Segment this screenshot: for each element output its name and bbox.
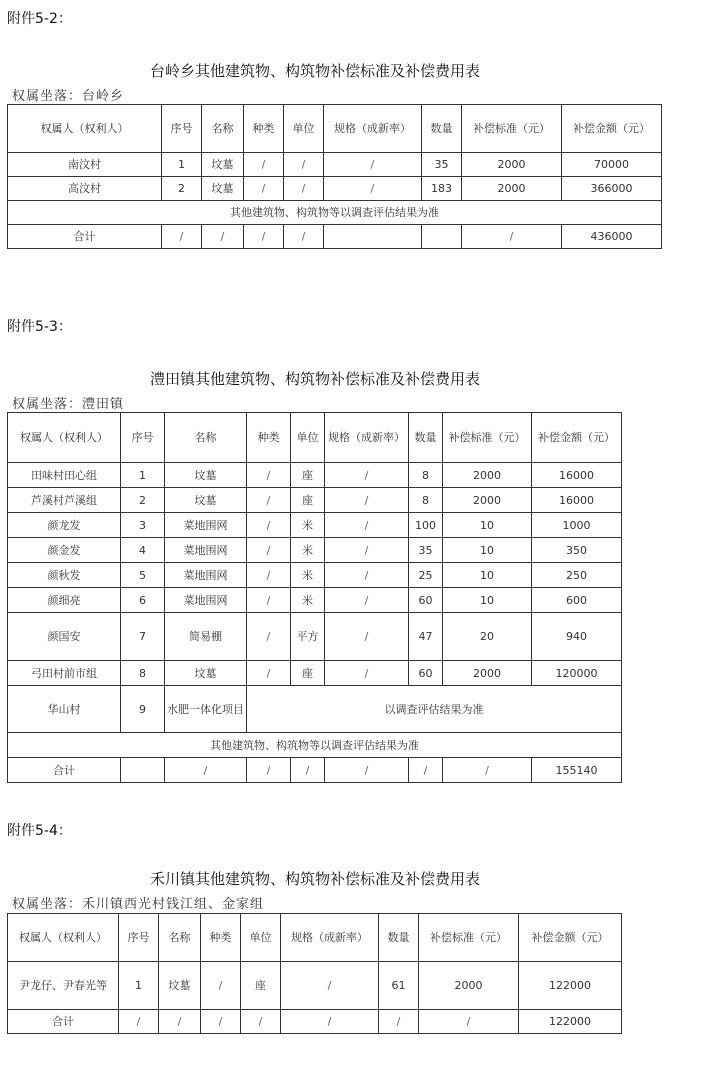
cell-seq: 7: [121, 613, 165, 661]
table-title: 澧田镇其他建筑物、构筑物补偿标准及补偿费用表: [149, 370, 480, 388]
cell-qty: 47: [409, 613, 443, 661]
cell-unit: 座: [291, 661, 325, 686]
total-cell: /: [201, 1010, 241, 1034]
total-cell: /: [443, 758, 532, 783]
cell-name: 菜地围网: [165, 513, 247, 538]
cell-kind: /: [247, 488, 291, 513]
table-row: [8, 463, 622, 488]
cell-amount: 16000: [532, 463, 622, 488]
header-seq: 序号: [162, 105, 202, 153]
cell-amount: 350: [532, 538, 622, 563]
total-cell: [121, 758, 165, 783]
table-row: [8, 177, 662, 201]
header-owner: 权属人（权利人）: [8, 914, 119, 962]
cell-qty: 183: [422, 177, 462, 201]
cell-owner: 南汶村: [8, 153, 162, 177]
cell-unit: 米: [291, 588, 325, 613]
cell-unit: /: [284, 177, 324, 201]
total-cell: /: [202, 225, 244, 249]
cell-seq: 3: [121, 513, 165, 538]
cell-kind: /: [247, 538, 291, 563]
header-seq: 序号: [121, 413, 165, 463]
compensation-table: [7, 104, 662, 249]
total-cell: /: [291, 758, 325, 783]
header-name: 名称: [202, 105, 244, 153]
total-cell: /: [284, 225, 324, 249]
header-row: [8, 105, 662, 153]
total-row: [8, 225, 662, 249]
total-cell: /: [325, 758, 409, 783]
cell-name: 坟墓: [159, 962, 201, 1010]
total-cell: [324, 225, 422, 249]
cell-standard: 10: [443, 513, 532, 538]
cell-unit: /: [284, 153, 324, 177]
note-row: [8, 733, 622, 758]
cell-seq: 4: [121, 538, 165, 563]
cell-unit: 平方: [291, 613, 325, 661]
total-cell: /: [462, 225, 562, 249]
cell-standard: 2000: [462, 153, 562, 177]
total-label: 合计: [8, 1010, 119, 1034]
cell-qty: 100: [409, 513, 443, 538]
total-row: [8, 758, 622, 783]
cell-standard: 2000: [443, 463, 532, 488]
cell-standard: 10: [443, 538, 532, 563]
location-label: 权属坐落：澧田镇: [12, 397, 125, 412]
header-kind: 种类: [201, 914, 241, 962]
cell-name: 菜地围网: [165, 538, 247, 563]
total-label: 合计: [8, 225, 162, 249]
cell-owner: 芦溪村芦溪组: [8, 488, 121, 513]
total-amount: 155140: [532, 758, 622, 783]
cell-qty: 8: [409, 463, 443, 488]
cell-name: 坟墓: [165, 463, 247, 488]
cell-unit: 米: [291, 538, 325, 563]
cell-kind: /: [244, 153, 284, 177]
table-title: 禾川镇其他建筑物、构筑物补偿标准及补偿费用表: [149, 870, 480, 888]
cell-kind: /: [247, 588, 291, 613]
total-cell: /: [419, 1010, 519, 1034]
table-title: 台岭乡其他建筑物、构筑物补偿标准及补偿费用表: [149, 62, 480, 80]
cell-seq: 5: [121, 563, 165, 588]
total-cell: /: [119, 1010, 159, 1034]
cell-name: 简易棚: [165, 613, 247, 661]
cell-unit: 米: [291, 513, 325, 538]
cell-qty: 25: [409, 563, 443, 588]
cell-standard: 2000: [462, 177, 562, 201]
cell-amount: 70000: [562, 153, 662, 177]
header-amount: 补偿金额（元）: [532, 413, 622, 463]
header-amount: 补偿金额（元）: [562, 105, 662, 153]
cell-kind: /: [247, 661, 291, 686]
cell-spec: /: [325, 613, 409, 661]
cell-owner: 田味村田心组: [8, 463, 121, 488]
cell-seq: 1: [162, 153, 202, 177]
cell-amount: 122000: [519, 962, 622, 1010]
cell-owner: 颜国安: [8, 613, 121, 661]
cell-amount: 940: [532, 613, 622, 661]
table-row: [8, 538, 622, 563]
header-owner: 权属人（权利人）: [8, 413, 121, 463]
cell-qty: 61: [379, 962, 419, 1010]
header-unit: 单位: [291, 413, 325, 463]
total-amount: 122000: [519, 1010, 622, 1034]
total-cell: /: [409, 758, 443, 783]
cell-kind: /: [247, 513, 291, 538]
cell-owner: 颜金发: [8, 538, 121, 563]
header-qty: 数量: [422, 105, 462, 153]
cell-standard: 10: [443, 563, 532, 588]
cell-kind: /: [247, 463, 291, 488]
total-cell: /: [162, 225, 202, 249]
total-cell: /: [241, 1010, 281, 1034]
compensation-table: [7, 913, 622, 1034]
total-cell: /: [159, 1010, 201, 1034]
cell-owner: 尹龙仔、尹春光等: [8, 962, 119, 1010]
attachment-label: 附件5-4：: [7, 823, 72, 839]
header-standard: 补偿标准（元）: [462, 105, 562, 153]
header-spec: 规格（成新率）: [324, 105, 422, 153]
cell-qty: 35: [422, 153, 462, 177]
cell-spec: /: [325, 488, 409, 513]
total-cell: /: [165, 758, 247, 783]
cell-owner: 颜龙发: [8, 513, 121, 538]
note-cell: 其他建筑物、构筑物等以调查评估结果为准: [8, 201, 662, 225]
cell-amount: 120000: [532, 661, 622, 686]
cell-standard: 10: [443, 588, 532, 613]
header-name: 名称: [159, 914, 201, 962]
cell-kind: /: [247, 563, 291, 588]
header-kind: 种类: [247, 413, 291, 463]
header-unit: 单位: [241, 914, 281, 962]
total-row: [8, 1010, 622, 1034]
cell-amount: 250: [532, 563, 622, 588]
location-label: 权属坐落：禾川镇西光村钱江组、金家组: [12, 897, 265, 912]
header-kind: 种类: [244, 105, 284, 153]
cell-standard: 2000: [419, 962, 519, 1010]
compensation-table: [7, 412, 622, 783]
cell-qty: 35: [409, 538, 443, 563]
cell-qty: 8: [409, 488, 443, 513]
cell-name: 坟墓: [165, 661, 247, 686]
cell-spec: /: [325, 563, 409, 588]
header-owner: 权属人（权利人）: [8, 105, 162, 153]
total-cell: /: [244, 225, 284, 249]
cell-qty: 60: [409, 661, 443, 686]
total-label: 合计: [8, 758, 121, 783]
cell-spec: /: [325, 463, 409, 488]
total-cell: /: [247, 758, 291, 783]
header-standard: 补偿标准（元）: [419, 914, 519, 962]
location-label: 权属坐落：台岭乡: [12, 89, 125, 104]
table-row: [8, 962, 622, 1010]
cell-spec: /: [324, 177, 422, 201]
cell-amount: 1000: [532, 513, 622, 538]
table-row: [8, 661, 622, 686]
table-row: [8, 153, 662, 177]
cell-unit: 座: [291, 488, 325, 513]
header-name: 名称: [165, 413, 247, 463]
cell-unit: 座: [241, 962, 281, 1010]
table-row: [8, 563, 622, 588]
cell-owner: 弓田村前市组: [8, 661, 121, 686]
cell-name: 坟墓: [202, 153, 244, 177]
header-spec: 规格（成新率）: [281, 914, 379, 962]
table-row: [8, 588, 622, 613]
cell-amount: 16000: [532, 488, 622, 513]
cell-seq: 6: [121, 588, 165, 613]
header-unit: 单位: [284, 105, 324, 153]
cell-spec: /: [325, 588, 409, 613]
header-qty: 数量: [379, 914, 419, 962]
cell-unit: 米: [291, 563, 325, 588]
cell-amount: 600: [532, 588, 622, 613]
cell-owner: 华山村: [8, 686, 121, 733]
cell-standard: 20: [443, 613, 532, 661]
cell-name: 菜地围网: [165, 588, 247, 613]
cell-owner: 颜秋发: [8, 563, 121, 588]
cell-standard: 2000: [443, 661, 532, 686]
table-row: [8, 613, 622, 661]
attachment-label: 附件5-3：: [7, 319, 72, 335]
cell-name: 坟墓: [165, 488, 247, 513]
cell-seq: 2: [162, 177, 202, 201]
table-row: [8, 513, 622, 538]
cell-merged-note: 以调查评估结果为准: [247, 686, 622, 733]
header-qty: 数量: [409, 413, 443, 463]
cell-spec: /: [325, 661, 409, 686]
cell-standard: 2000: [443, 488, 532, 513]
total-cell: [422, 225, 462, 249]
total-amount: 436000: [562, 225, 662, 249]
cell-seq: 2: [121, 488, 165, 513]
header-seq: 序号: [119, 914, 159, 962]
total-cell: /: [281, 1010, 379, 1034]
header-row: [8, 413, 622, 463]
cell-spec: /: [324, 153, 422, 177]
cell-kind: /: [247, 613, 291, 661]
cell-seq: 8: [121, 661, 165, 686]
table-row: [8, 686, 622, 733]
header-spec: 规格（成新率）: [325, 413, 409, 463]
cell-name: 菜地围网: [165, 563, 247, 588]
table-row: [8, 488, 622, 513]
cell-kind: /: [244, 177, 284, 201]
cell-unit: 座: [291, 463, 325, 488]
cell-spec: /: [325, 513, 409, 538]
attachment-label: 附件5-2：: [7, 11, 72, 27]
cell-name: 坟墓: [202, 177, 244, 201]
cell-seq: 1: [119, 962, 159, 1010]
header-amount: 补偿金额（元）: [519, 914, 622, 962]
cell-seq: 1: [121, 463, 165, 488]
cell-spec: /: [281, 962, 379, 1010]
cell-seq: 9: [121, 686, 165, 733]
cell-name: 水肥一体化项目: [165, 686, 247, 733]
header-standard: 补偿标准（元）: [443, 413, 532, 463]
note-row: [8, 201, 662, 225]
header-row: [8, 914, 622, 962]
cell-owner: 高汶村: [8, 177, 162, 201]
total-cell: /: [379, 1010, 419, 1034]
note-cell: 其他建筑物、构筑物等以调查评估结果为准: [8, 733, 622, 758]
cell-amount: 366000: [562, 177, 662, 201]
cell-qty: 60: [409, 588, 443, 613]
cell-spec: /: [325, 538, 409, 563]
cell-owner: 颜细亮: [8, 588, 121, 613]
cell-kind: /: [201, 962, 241, 1010]
